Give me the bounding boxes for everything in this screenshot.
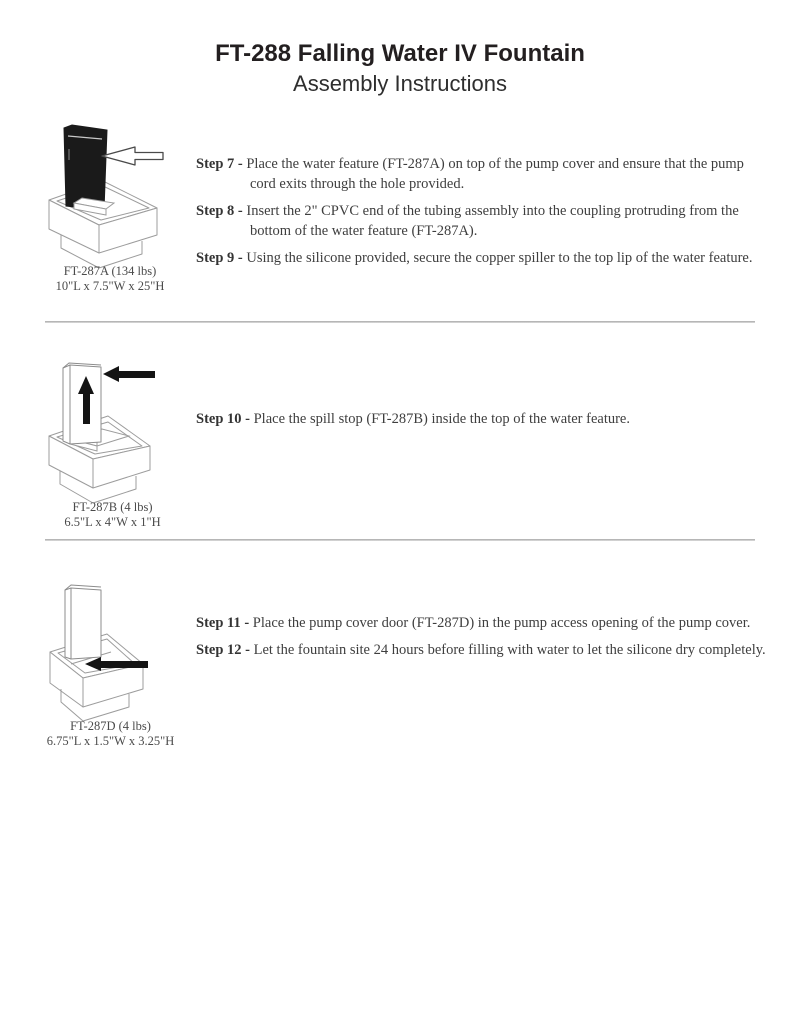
figure-water-feature-ft287a <box>45 122 170 277</box>
step-8-label: Step 8 - <box>196 203 243 219</box>
step-12-text: Let the fountain site 24 hours before filling with water to let the silicone dry completely. <box>253 642 766 658</box>
step-8-text: Insert the 2" CPVC end of the tubing assembly into the coupling protruding from the bottom of the water feature (FT-287A). <box>246 203 739 239</box>
step-7 <box>196 154 766 194</box>
steps-section-3 <box>196 613 766 667</box>
step-9-label: Step 9 - <box>196 250 243 266</box>
part-number: FT-287D (4 lbs) <box>70 719 151 733</box>
water-feature-column <box>64 125 107 210</box>
figure-caption-ft287d <box>18 719 203 749</box>
figure-caption-ft287a <box>25 264 195 294</box>
water-feature-on-pump-cover-illustration <box>45 122 170 272</box>
page-subtitle: Assembly Instructions <box>293 71 507 96</box>
figure-caption-ft287b <box>25 500 200 530</box>
part-number: FT-287A (134 lbs) <box>63 264 157 278</box>
part-dimensions: 6.75"L x 1.5"W x 3.25"H <box>46 734 175 748</box>
part-dimensions: 6.5"L x 4"W x 1"H <box>64 515 161 529</box>
section-divider <box>45 539 755 541</box>
water-feature-column-outline <box>63 363 101 444</box>
step-7-text: Place the water feature (FT-287A) on top of the pump cover and ensure that the pump cord exits through the hole provided. <box>246 156 744 192</box>
arrow-left-icon <box>103 366 155 382</box>
step-11-label: Step 11 - <box>196 615 250 631</box>
header <box>0 38 800 98</box>
step-9 <box>196 248 766 268</box>
pump-cover-door-illustration <box>35 580 185 722</box>
figure-spill-stop-ft287b <box>42 354 187 511</box>
step-10 <box>196 409 766 429</box>
section-divider <box>45 321 755 323</box>
water-feature-column-outline <box>65 585 101 659</box>
step-12 <box>196 640 766 660</box>
figure-pump-cover-door-ft287d <box>35 580 185 727</box>
step-11 <box>196 613 766 633</box>
steps-section-1 <box>196 154 766 275</box>
step-10-text: Place the spill stop (FT-287B) inside the top of the water feature. <box>253 411 630 427</box>
spill-stop-illustration <box>42 354 187 506</box>
part-number: FT-287B (4 lbs) <box>72 500 153 514</box>
part-dimensions: 10"L x 7.5"W x 25"H <box>55 279 165 293</box>
arrow-left-outline-icon <box>102 147 163 165</box>
steps-section-2 <box>196 409 766 436</box>
step-9-text: Using the silicone provided, secure the copper spiller to the top lip of the water feature. <box>246 250 753 266</box>
page-title: FT-288 Falling Water IV Fountain <box>215 40 585 67</box>
step-7-label: Step 7 - <box>196 156 243 172</box>
step-12-label: Step 12 - <box>196 642 250 658</box>
step-8 <box>196 201 766 241</box>
step-11-text: Place the pump cover door (FT-287D) in the pump access opening of the pump cover. <box>252 615 751 631</box>
step-10-label: Step 10 - <box>196 411 250 427</box>
